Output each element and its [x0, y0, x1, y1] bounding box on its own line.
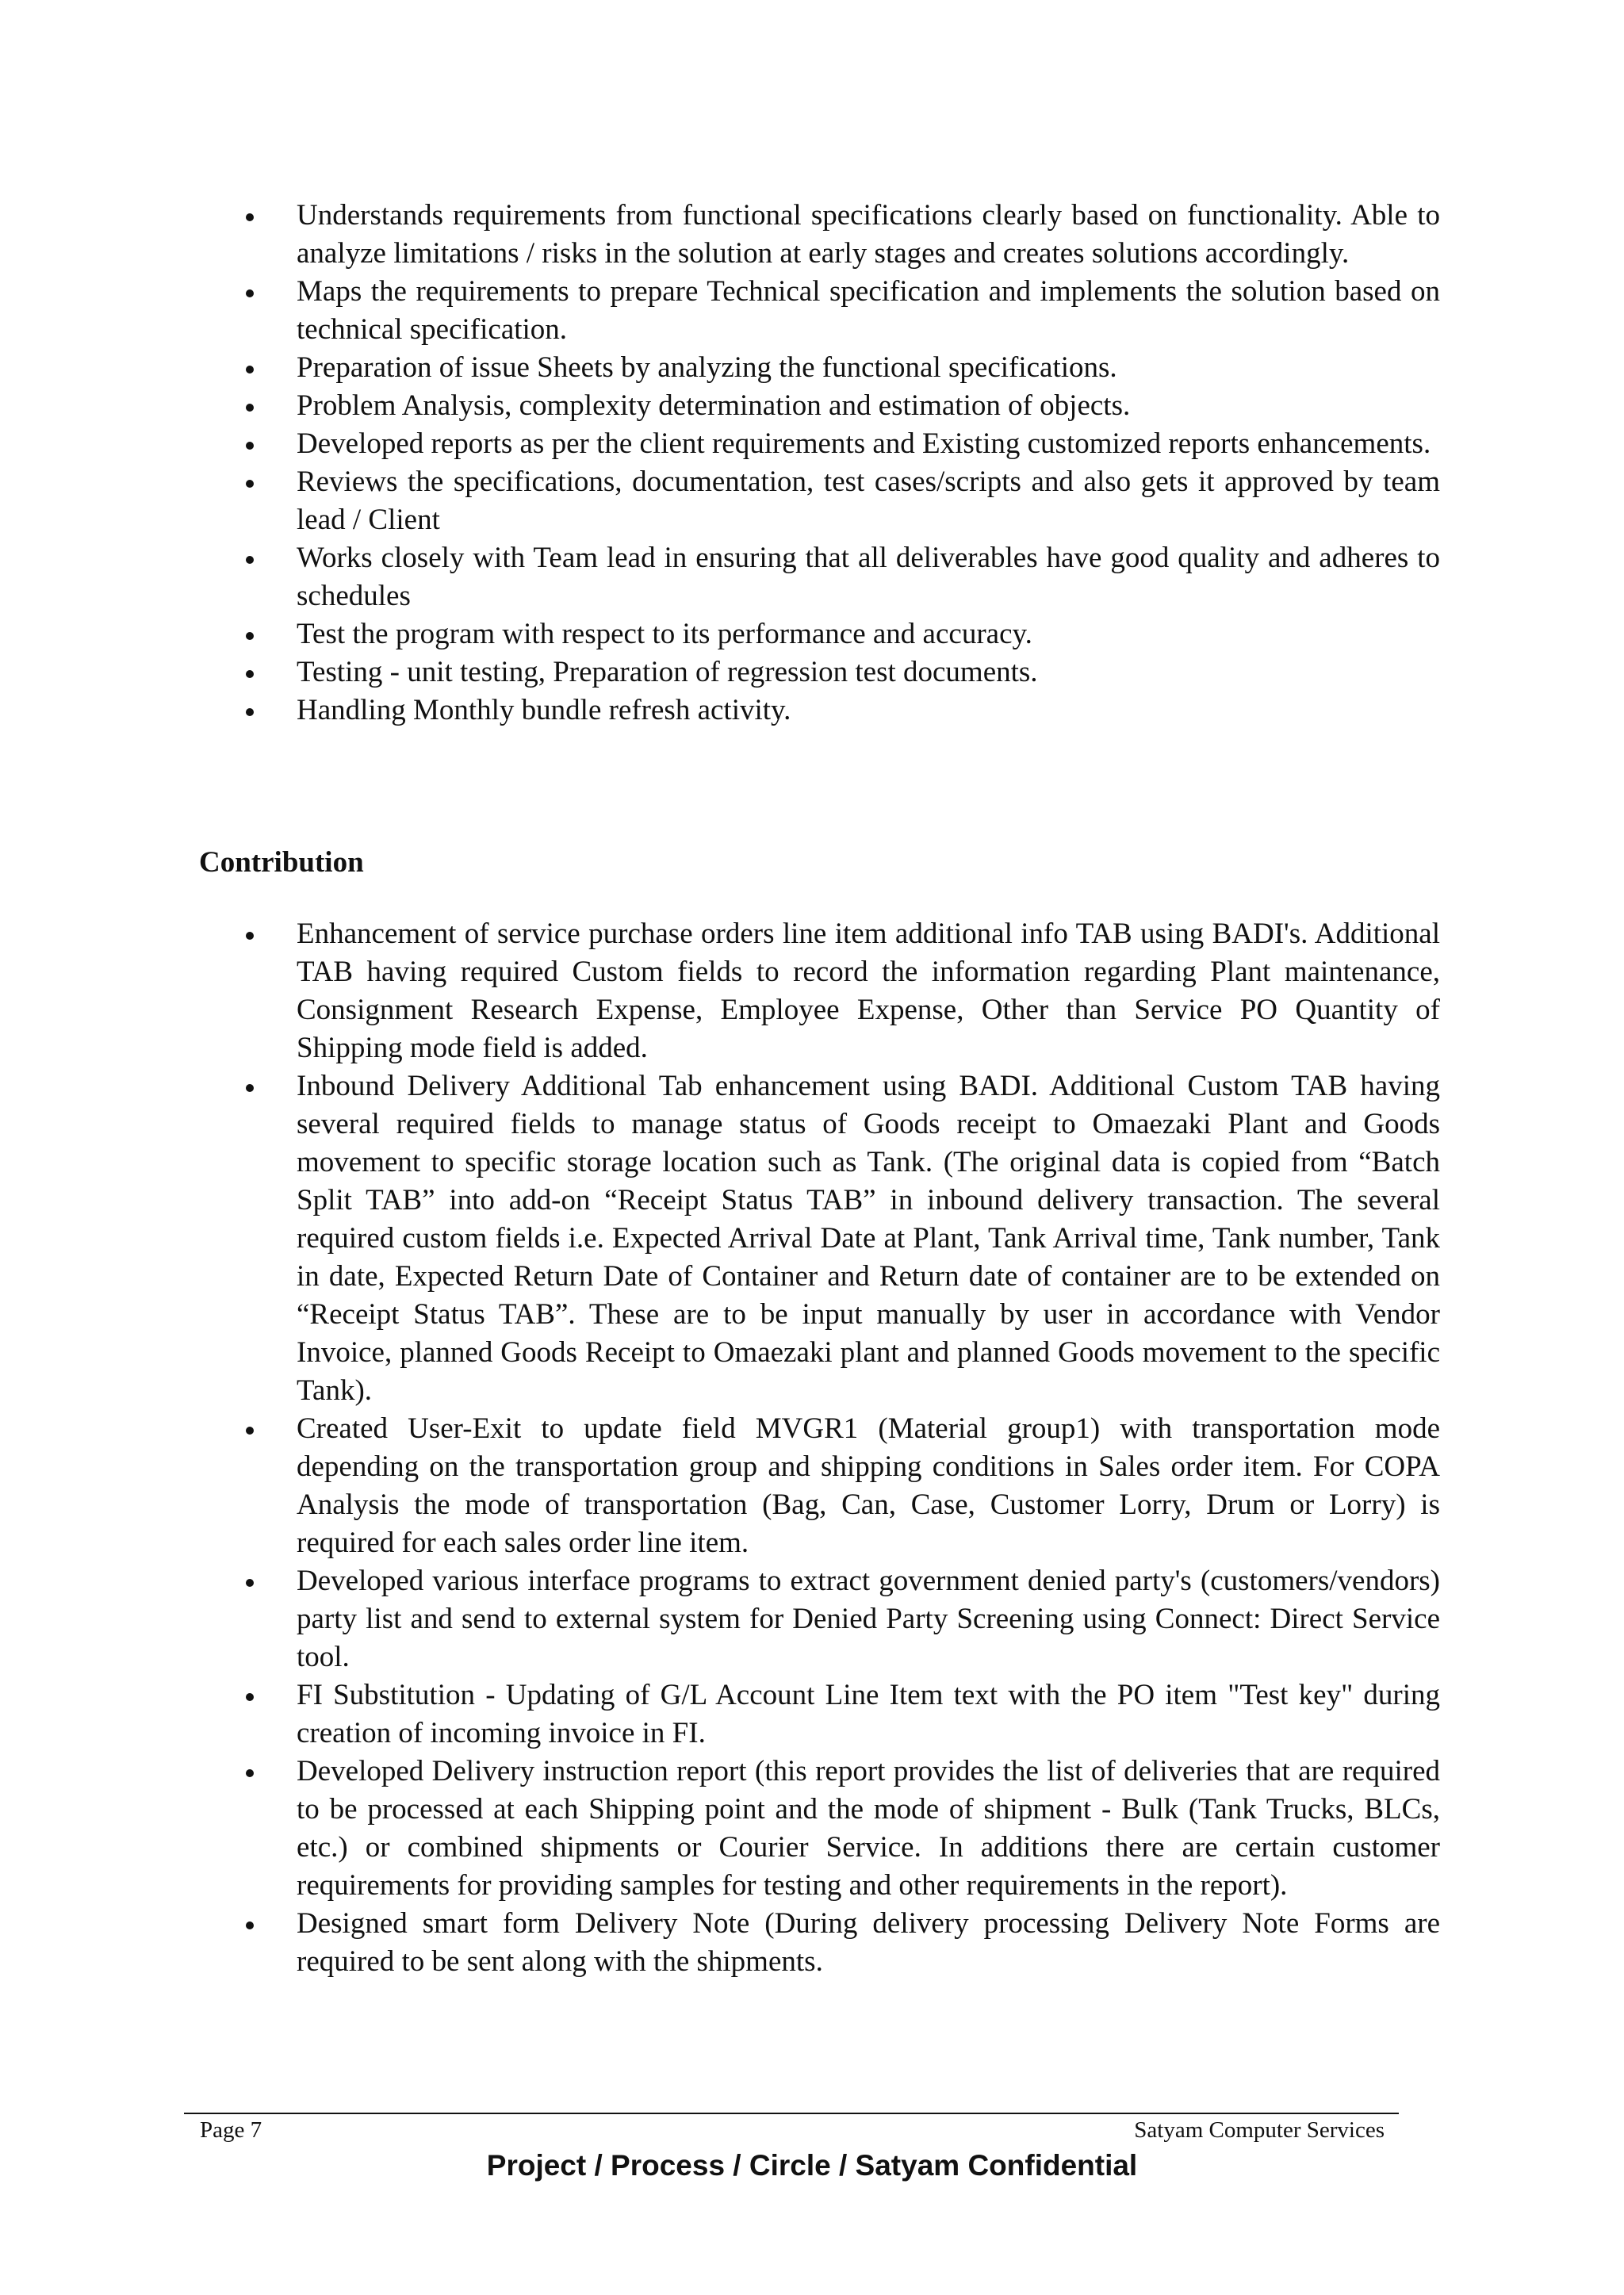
list-item	[297, 273, 1440, 349]
footer-divider	[184, 2113, 1399, 2114]
list-item	[297, 615, 1440, 653]
list-item-text: Created User-Exit to update field MVGR1 (Material group1) with transportation mode depending on the transportation group and shipping conditions in Sales order item. For COPA Analysis the mode of transportation (Bag, Can, Case, Customer Lorry, Drum or Lorry) is required for each sales order line item.	[297, 1412, 1440, 1559]
list-item-text: Testing - unit testing, Preparation of regression test documents.	[297, 656, 1038, 688]
bullet-icon	[246, 1921, 254, 1929]
list-item-text: Inbound Delivery Additional Tab enhancement using BADI. Additional Custom TAB having several required fields to manage status of Goods receipt to Omaezaki Plant and Goods movement to specific storage location such as Tank. (The original data is copied from “Batch Split TAB” into add-on “Receipt Status TAB” in inbound delivery transaction. The several required custom fields i.e. Expected Arrival Date at Plant, Tank Arrival time, Tank number, Tank in date, Expected Return Date of Container and Return date of container are to be extended on “Receipt Status TAB”. These are to be input manually by user in accordance with Vendor Invoice, planned Goods Receipt to Omaezaki plant and planned Goods movement to the specific Tank).	[297, 1070, 1440, 1407]
list-item-text: Enhancement of service purchase orders line item additional info TAB using BADI's. Additional TAB having required Custom fields to record the information regarding Plant maintenance, Consignment Research Expense, Employee Expense, Other than Service PO Quantity of Shipping mode field is added.	[297, 918, 1440, 1064]
page-number: Page 7	[200, 2117, 262, 2143]
list-item	[297, 1676, 1440, 1753]
bullet-icon	[246, 1427, 254, 1435]
company-name: Satyam Computer Services	[1134, 2117, 1385, 2143]
bullet-icon	[246, 289, 254, 297]
confidentiality-notice: Project / Process / Circle / Satyam Confidential	[486, 2149, 1138, 2182]
list-item	[297, 539, 1440, 615]
list-item	[297, 1410, 1440, 1562]
responsibilities-list	[297, 197, 1440, 730]
bullet-icon	[246, 1693, 254, 1701]
list-item	[297, 692, 1440, 730]
bullet-icon	[246, 1579, 254, 1587]
list-item	[297, 1753, 1440, 1905]
bullet-icon	[246, 1769, 254, 1777]
list-item-text: Test the program with respect to its performance and accuracy.	[297, 618, 1032, 650]
bullet-icon	[246, 932, 254, 940]
list-item-text: Handling Monthly bundle refresh activity.	[297, 694, 791, 726]
list-item	[297, 463, 1440, 539]
list-item-text: Developed various interface programs to extract government denied party's (customers/vendors) party list and send to external system for Denied Party Screening using Connect: Direct Service tool.	[297, 1565, 1440, 1673]
list-item-text: Maps the requirements to prepare Technical specification and implements the solution based on technical specification.	[297, 275, 1440, 346]
list-item	[297, 349, 1440, 387]
list-item	[297, 1562, 1440, 1676]
section-heading-contribution: Contribution	[199, 846, 364, 879]
list-item	[297, 1067, 1440, 1410]
bullet-icon	[246, 213, 254, 221]
list-item	[297, 425, 1440, 463]
list-item	[297, 915, 1440, 1067]
list-item-text: Understands requirements from functional specifications clearly based on functionality. Able to analyze limitations / risks in the solution at early stages and creates solutions accordingly.	[297, 199, 1440, 270]
list-item-text: Developed reports as per the client requirements and Existing customized reports enhancements.	[297, 427, 1431, 460]
bullet-icon	[246, 556, 254, 564]
list-item	[297, 1905, 1440, 1981]
list-item	[297, 197, 1440, 273]
list-item	[297, 653, 1440, 692]
list-item-text: Developed Delivery instruction report (this report provides the list of deliveries that are required to be processed at each Shipping point and the mode of shipment - Bulk (Tank Trucks, BLCs, etc.) or combined shipments or Courier Service. In additions there are certain customer requirements for providing samples for testing and other requirements in the report).	[297, 1755, 1440, 1902]
bullet-icon	[246, 366, 254, 374]
bullet-icon	[246, 404, 254, 412]
list-item-text: Preparation of issue Sheets by analyzing the functional specifications.	[297, 351, 1117, 384]
list-item-text: Designed smart form Delivery Note (During delivery processing Delivery Note Forms are required to be sent along with the shipments.	[297, 1907, 1440, 1978]
bullet-icon	[246, 480, 254, 488]
contribution-list	[297, 915, 1440, 1981]
list-item-text: Works closely with Team lead in ensuring that all deliverables have good quality and adheres to schedules	[297, 542, 1440, 612]
list-item-text: Problem Analysis, complexity determination and estimation of objects.	[297, 389, 1131, 422]
bullet-icon	[246, 1084, 254, 1092]
list-item-text: Reviews the specifications, documentation, test cases/scripts and also gets it approved by team lead / Client	[297, 466, 1440, 536]
bullet-icon	[246, 632, 254, 640]
bullet-icon	[246, 708, 254, 716]
bullet-icon	[246, 442, 254, 450]
bullet-icon	[246, 670, 254, 678]
list-item-text: FI Substitution - Updating of G/L Account Line Item text with the PO item "Test key" during creation of incoming invoice in FI.	[297, 1679, 1440, 1749]
list-item	[297, 387, 1440, 425]
